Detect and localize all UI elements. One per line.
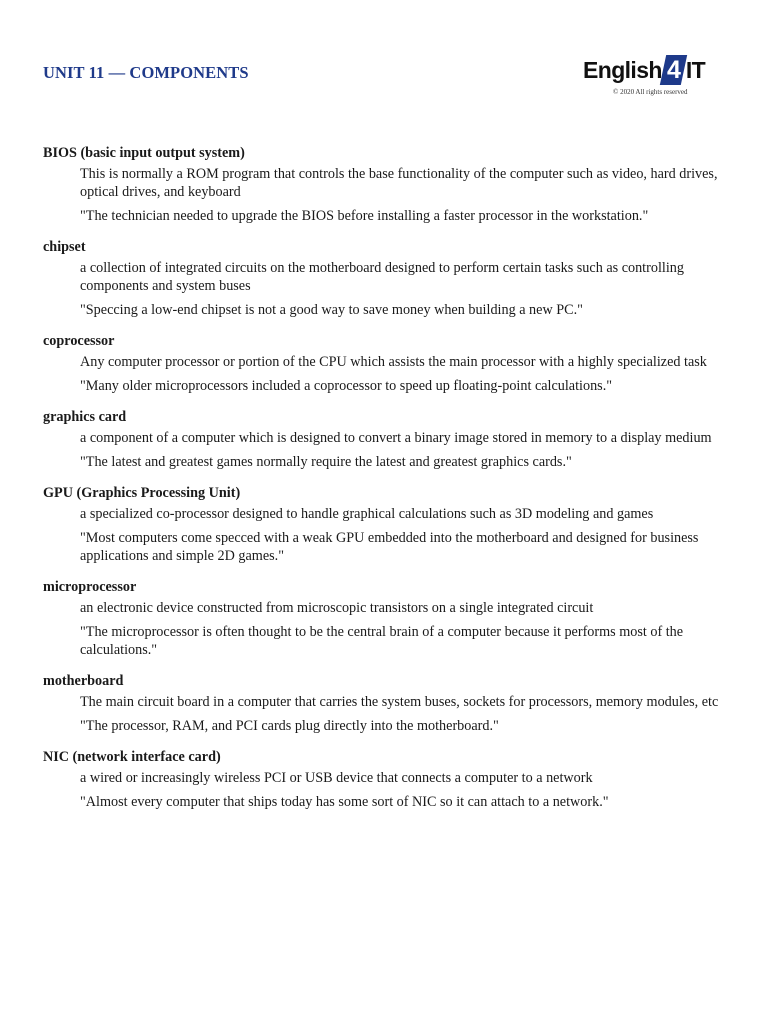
copyright-notice: © 2020 All rights reserved [613, 88, 688, 96]
glossary-example: "The latest and greatest games normally require the latest and greatest graphics cards." [80, 454, 572, 470]
glossary-term: NIC (network interface card) [43, 749, 221, 765]
glossary-entry [43, 672, 733, 735]
glossary-example: "Almost every computer that ships today has some sort of NIC so it can attach to a network." [80, 794, 609, 810]
glossary-definition: an electronic device constructed from microscopic transistors on a single integrated circuit [80, 600, 594, 616]
glossary-term: BIOS (basic input output system) [43, 145, 245, 161]
glossary-example: "Most computers come specced with a weak GPU embedded into the motherboard and designed for business applications and simple 2D games." [80, 530, 699, 564]
glossary-entry [43, 238, 733, 319]
unit-title: UNIT 11 — COMPONENTS [43, 63, 249, 82]
glossary-term: GPU (Graphics Processing Unit) [43, 485, 241, 501]
logo-number-badge [660, 55, 687, 85]
glossary-definition: a component of a computer which is designed to convert a binary image stored in memory to a display medium [80, 430, 712, 446]
english4it-logo [583, 54, 705, 86]
glossary-list [43, 144, 733, 824]
glossary-example: "Many older microprocessors included a coprocessor to speed up floating-point calculations." [80, 378, 613, 394]
glossary-definition: The main circuit board in a computer that carries the system buses, sockets for processors, memory modules, etc [80, 694, 719, 710]
glossary-example: "The processor, RAM, and PCI cards plug directly into the motherboard." [80, 718, 499, 734]
glossary-term: chipset [43, 239, 86, 255]
logo-text-english: English [583, 56, 662, 83]
glossary-definition: This is normally a ROM program that controls the base functionality of the computer such as video, hard drives, optical drives, and keyboard [80, 166, 718, 200]
glossary-example: "The microprocessor is often thought to be the central brain of a computer because it performs most of the calculations." [80, 624, 684, 658]
glossary-definition: Any computer processor or portion of the CPU which assists the main processor with a highly specialized task [80, 354, 707, 370]
logo-text-it: IT [685, 56, 706, 83]
glossary-entry [43, 408, 733, 471]
glossary-example: "The technician needed to upgrade the BIOS before installing a faster processor in the workstation." [80, 208, 649, 224]
glossary-entry [43, 144, 733, 225]
glossary-entry [43, 332, 733, 395]
glossary-term: microprocessor [43, 579, 137, 595]
glossary-definition: a wired or increasingly wireless PCI or USB device that connects a computer to a network [80, 770, 593, 786]
glossary-entry [43, 484, 733, 565]
glossary-example: "Speccing a low-end chipset is not a good way to save money when building a new PC." [80, 302, 583, 318]
glossary-definition: a specialized co-processor designed to handle graphical calculations such as 3D modeling and games [80, 506, 654, 522]
glossary-definition: a collection of integrated circuits on the motherboard designed to perform certain tasks such as controlling components and system buses [80, 260, 684, 294]
glossary-entry [43, 578, 733, 659]
glossary-term: motherboard [43, 673, 124, 689]
glossary-entry [43, 748, 733, 811]
logo-number: 4 [666, 56, 681, 84]
glossary-term: graphics card [43, 409, 127, 425]
glossary-term: coprocessor [43, 333, 115, 349]
